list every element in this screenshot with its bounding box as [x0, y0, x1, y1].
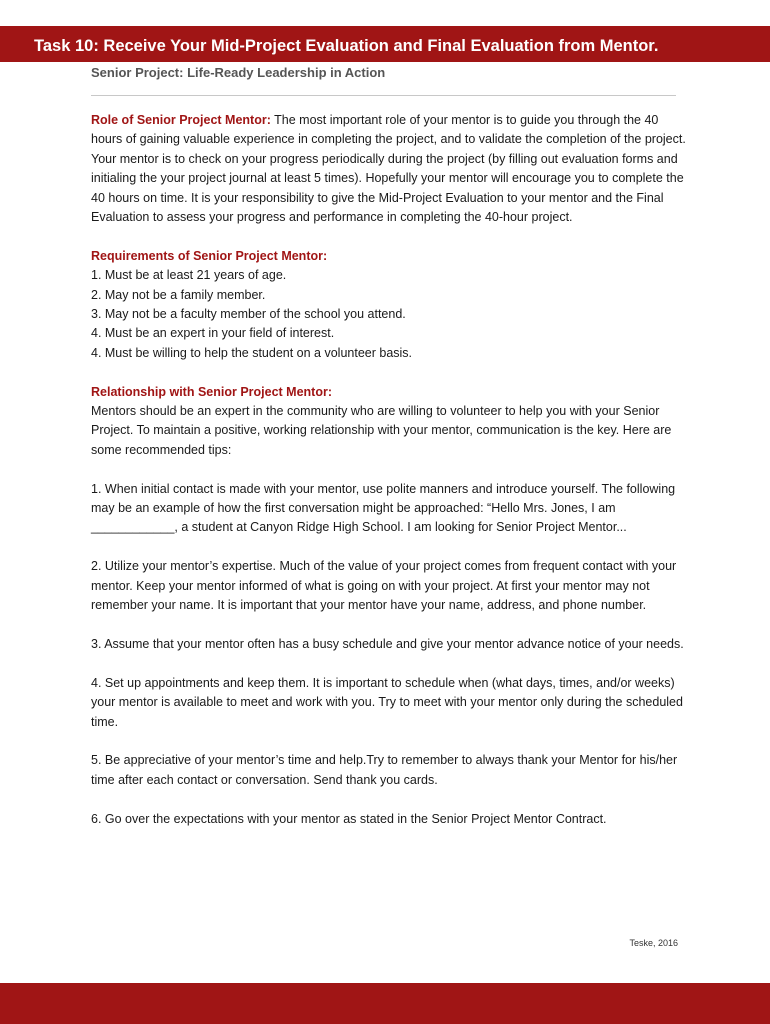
role-heading: Role of Senior Project Mentor:	[91, 113, 271, 127]
requirement-item: 4. Must be an expert in your field of interest.	[91, 326, 335, 341]
role-paragraph	[91, 111, 691, 227]
task-title: Task 10: Receive Your Mid-Project Evaluation and Final Evaluation from Mentor.	[34, 37, 659, 55]
requirement-item: 1. Must be at least 21 years of age.	[91, 268, 287, 283]
tip-paragraph: 5. Be appreciative of your mentor’s time and help.Try to remember to always thank your Mentor for his/her time after each contact or conversation. Send thank you cards.	[91, 753, 678, 787]
footer-band	[0, 983, 770, 1024]
requirements-section	[91, 247, 691, 363]
requirement-item: 4. Must be willing to help the student on a volunteer basis.	[91, 345, 413, 360]
tip-paragraph: 1. When initial contact is made with your mentor, use polite manners and introduce yourself. The following may be an example of how the first conversation might be approached: “Hello Mrs. Jones, I am ____________, a student at Canyon Ridge High School. I am looking for Senior Project Mentor...	[91, 481, 676, 535]
relationship-section	[91, 383, 691, 461]
tip-paragraph: 2. Utilize your mentor’s expertise. Much of the value of your project comes from frequent contact with your mentor. Keep your mentor informed of what is going on with your project. At first your mentor may not remember your name. It is important that your mentor have your name, address, and phone number.	[91, 559, 677, 613]
requirements-heading: Requirements of Senior Project Mentor:	[91, 248, 328, 263]
footer-credit: Teske, 2016	[629, 938, 678, 948]
document-body	[91, 111, 691, 829]
relationship-heading: Relationship with Senior Project Mentor:	[91, 384, 332, 399]
relationship-intro: Mentors should be an expert in the community who are willing to volunteer to help you with your Senior Project. To maintain a positive, working relationship with your mentor, communication is the key. Here are some recommended tips:	[91, 404, 672, 457]
tip-paragraph: 6. Go over the expectations with your mentor as stated in the Senior Project Mentor Contract.	[91, 811, 607, 826]
requirement-item: 3. May not be a faculty member of the school you attend.	[91, 307, 406, 322]
tip-paragraph: 3. Assume that your mentor often has a busy schedule and give your mentor advance notice of your needs.	[91, 636, 684, 651]
divider	[91, 95, 676, 96]
document-subtitle: Senior Project: Life-Ready Leadership in Action	[91, 65, 386, 80]
role-text: The most important role of your mentor is to guide you through the 40 hours of gaining valuable experience in completing the project, and to validate the completion of the project. Your mentor is to check on your progress periodically during the project (by filling out evaluation forms and initialing the your project journal at least 5 times). Hopefully your mentor will encourage you to complete the 40 hours on time. It is your responsibility to give the Mid-Project Evaluation to your mentor and the Final Evaluation to assess your progress and performance in completing the 40-hour project.	[91, 113, 686, 225]
tip-paragraph: 4. Set up appointments and keep them. It is important to schedule when (what days, times, and/or weeks) your mentor is available to meet and work with you. Try to meet with your mentor only during the scheduled time.	[91, 675, 683, 729]
requirement-item: 2. May not be a family member.	[91, 287, 266, 302]
